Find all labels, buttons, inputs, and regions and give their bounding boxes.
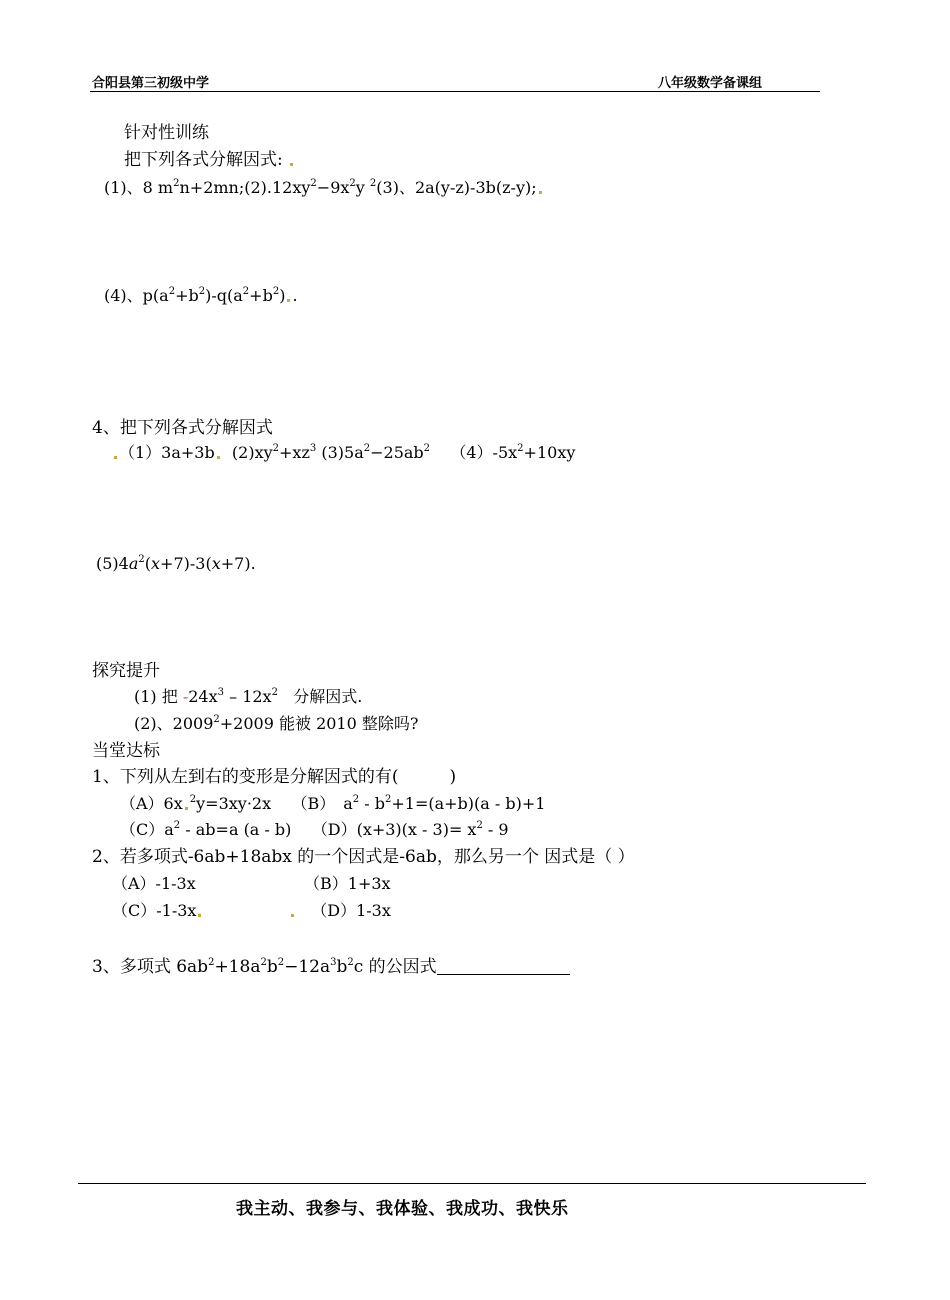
section4-q2-opt-c: （C）-1-3x [112, 900, 203, 922]
edit-mark [291, 914, 294, 917]
section4-q1-stem: 1、下列从左到右的变形是分解因式的有( ) [92, 767, 457, 787]
section1-title: 针对性训练 [124, 123, 209, 143]
header-group: 八年级数学备课组 [658, 76, 763, 91]
section1-line2: (4)、$p(a^2+b^2)-q(a^2+b^2)$ . [104, 286, 298, 305]
section4-q3: 3、多项式 $6ab^2+18a^2b^2-12a^3b^2c$ 的公因式 [92, 956, 570, 978]
edit-mark [287, 299, 290, 302]
section4-q2-opt-a: （A）-1-3x [112, 874, 196, 893]
section4-q1-options-ab: （A）6x $^2$y=3xy·2x （B） $a^2 - b^2+1=(a+b)(a - b)+1$ [120, 794, 546, 813]
edit-mark [290, 163, 293, 166]
section4-q2-opt-d: （D）1-3x [289, 900, 391, 922]
footer-motto: 我主动、我参与、我体验、我成功、我快乐 [236, 1199, 569, 1219]
section1-line1: (1)、8 $m^2n+2mn;(2).12xy^2-9x^2y$ $^2$(3)、2a(y-z)-3b(z-y); [104, 177, 544, 199]
header-rule [90, 91, 820, 92]
edit-mark [114, 456, 117, 459]
section4-title: 当堂达标 [92, 741, 160, 761]
section1-instruction: 把下列各式分解因式: [124, 149, 295, 171]
edit-mark [198, 914, 201, 917]
footer-rule [78, 1183, 866, 1184]
edit-mark [539, 191, 542, 194]
section4-q2-stem: 2、若多项式-6ab+18abx 的一个因式是-6ab，那么另一个 因式是（ ） [92, 847, 635, 867]
section2-q5: $(5)4a^2(x+7)-3(x+7)$. [96, 554, 256, 573]
section3-title: 探究提升 [92, 661, 160, 681]
section3-q2: (2)、$2009^2+2009$ 能被 2010 整除吗? [134, 714, 419, 733]
section4-q2-opt-b: （B）1+3x [304, 874, 391, 893]
answer-blank[interactable] [437, 960, 570, 975]
section2-title: 4、把下列各式分解因式 [92, 418, 273, 438]
edit-mark [185, 807, 188, 810]
section2-line1: （1）3a+3b $(2)xy^2+xz^3$ $(3)5a^2-25ab^2$ $(4)-5x^2+10xy$ [112, 442, 575, 464]
edit-mark [217, 456, 220, 459]
section3-q1: (1) 把 $-24x^3 - 12x^2$ 分解因式. [134, 687, 363, 706]
section4-q1-options-cd: $(C)a^2 - ab=a$ (a - b) $(D)(x+3)(x - 3)= x^2 - 9$ [120, 820, 509, 839]
header-school: 合阳县第三初级中学 [92, 76, 210, 91]
